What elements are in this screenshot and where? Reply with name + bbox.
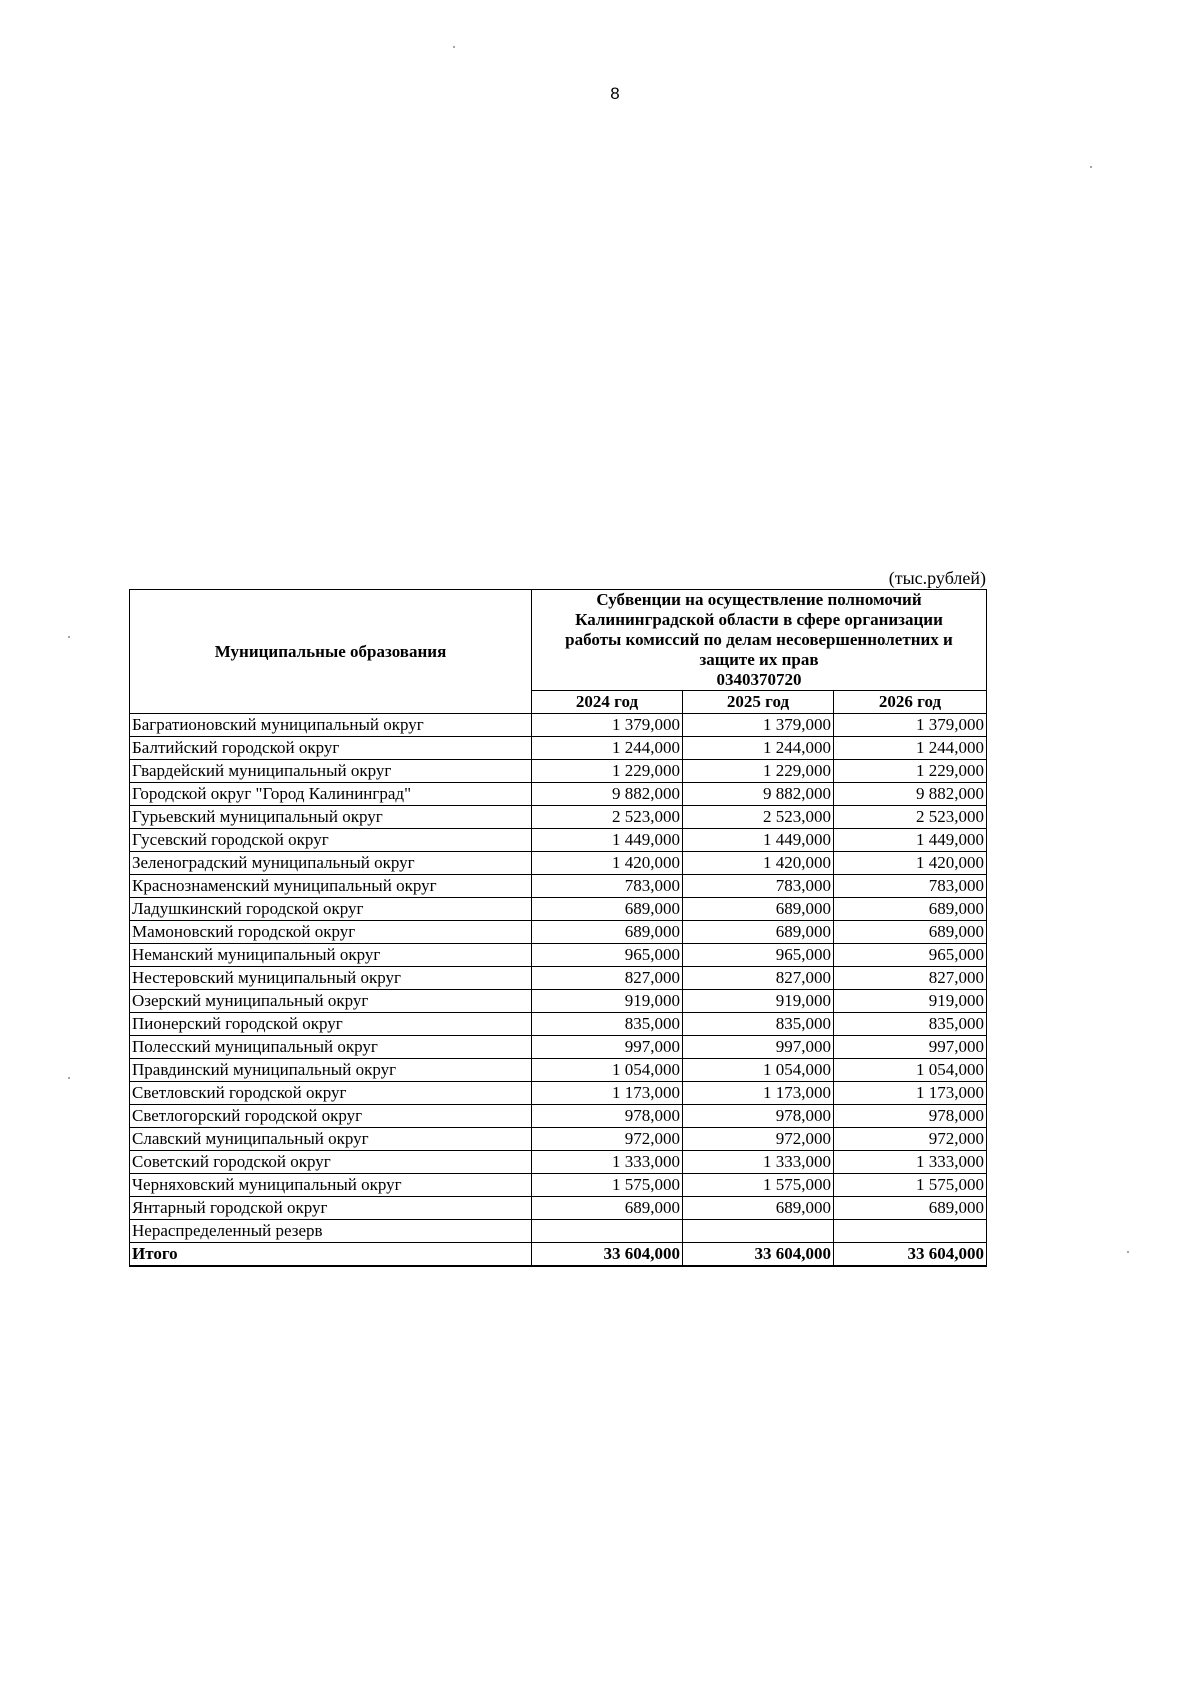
amount-cell-2024: 1 229,000 bbox=[532, 760, 683, 783]
scan-speck bbox=[68, 1077, 70, 1079]
table-row bbox=[130, 1151, 987, 1174]
amount-cell-2026: 965,000 bbox=[834, 944, 987, 967]
amount-cell-2024: 827,000 bbox=[532, 967, 683, 990]
amount-cell-2024: 9 882,000 bbox=[532, 783, 683, 806]
amount-cell-2025: 1 420,000 bbox=[683, 852, 834, 875]
municipality-cell: Янтарный городской округ bbox=[130, 1197, 532, 1220]
municipality-cell: Нестеровский муниципальный округ bbox=[130, 967, 532, 990]
amount-cell-2026: 827,000 bbox=[834, 967, 987, 990]
header-code: 0340370720 bbox=[716, 670, 802, 689]
table-row bbox=[130, 783, 987, 806]
municipality-cell: Правдинский муниципальный округ bbox=[130, 1059, 532, 1082]
municipality-cell: Неманский муниципальный округ bbox=[130, 944, 532, 967]
municipality-cell: Зеленоградский муниципальный округ bbox=[130, 852, 532, 875]
amount-cell-2026: 689,000 bbox=[834, 1197, 987, 1220]
amount-cell-2026: 835,000 bbox=[834, 1013, 987, 1036]
amount-cell-2025: 689,000 bbox=[683, 898, 834, 921]
amount-cell-2026: 1 333,000 bbox=[834, 1151, 987, 1174]
amount-cell-2025: 835,000 bbox=[683, 1013, 834, 1036]
municipality-cell: Нераспределенный резерв bbox=[130, 1220, 532, 1243]
header-line: работы комиссий по делам несовершеннолетних и bbox=[565, 630, 953, 649]
table-row bbox=[130, 1128, 987, 1151]
amount-cell-2026: 997,000 bbox=[834, 1036, 987, 1059]
table-row bbox=[130, 760, 987, 783]
year-2024-header: 2024 год bbox=[532, 691, 683, 714]
amount-cell-2025: 1 244,000 bbox=[683, 737, 834, 760]
scan-speck bbox=[453, 46, 455, 48]
municipality-cell: Светлогорский городской округ bbox=[130, 1105, 532, 1128]
header-municipalities: Муниципальные образования bbox=[130, 590, 532, 714]
amount-cell-2025: 1 173,000 bbox=[683, 1082, 834, 1105]
municipality-cell: Итого bbox=[130, 1243, 532, 1267]
table-row bbox=[130, 1174, 987, 1197]
amount-cell-2026: 1 379,000 bbox=[834, 714, 987, 737]
amount-cell-2025: 1 379,000 bbox=[683, 714, 834, 737]
table-row bbox=[130, 875, 987, 898]
header-subvention-title bbox=[532, 590, 987, 691]
municipality-cell: Гусевский городской округ bbox=[130, 829, 532, 852]
header-line: Субвенции на осуществление полномочий bbox=[596, 590, 922, 609]
amount-cell-2025: 1 575,000 bbox=[683, 1174, 834, 1197]
table-row bbox=[130, 967, 987, 990]
amount-cell-2026: 1 173,000 bbox=[834, 1082, 987, 1105]
amount-cell-2024: 2 523,000 bbox=[532, 806, 683, 829]
table-row bbox=[130, 1059, 987, 1082]
amount-cell-2024: 978,000 bbox=[532, 1105, 683, 1128]
table-row bbox=[130, 829, 987, 852]
amount-cell-2025: 972,000 bbox=[683, 1128, 834, 1151]
amount-cell-2024: 1 244,000 bbox=[532, 737, 683, 760]
municipality-cell: Советский городской округ bbox=[130, 1151, 532, 1174]
table-row bbox=[130, 737, 987, 760]
municipality-cell: Городской округ "Город Калининград" bbox=[130, 783, 532, 806]
year-2026-header: 2026 год bbox=[834, 691, 987, 714]
amount-cell-2024: 689,000 bbox=[532, 898, 683, 921]
table-row bbox=[130, 806, 987, 829]
amount-cell-2026: 2 523,000 bbox=[834, 806, 987, 829]
scan-speck bbox=[68, 636, 70, 638]
amount-cell-2025: 997,000 bbox=[683, 1036, 834, 1059]
amount-cell-2025: 827,000 bbox=[683, 967, 834, 990]
subventions-table bbox=[129, 589, 987, 1267]
amount-cell-2025: 9 882,000 bbox=[683, 783, 834, 806]
table-row bbox=[130, 921, 987, 944]
amount-cell-2026: 978,000 bbox=[834, 1105, 987, 1128]
amount-cell-2024: 1 333,000 bbox=[532, 1151, 683, 1174]
municipality-cell: Славский муниципальный округ bbox=[130, 1128, 532, 1151]
amount-cell-2026: 783,000 bbox=[834, 875, 987, 898]
amount-cell-2024: 689,000 bbox=[532, 1197, 683, 1220]
amount-cell-2026: 1 575,000 bbox=[834, 1174, 987, 1197]
table-row bbox=[130, 1082, 987, 1105]
table-row bbox=[130, 714, 987, 737]
amount-cell-2026 bbox=[834, 1220, 987, 1243]
amount-cell-2024: 1 449,000 bbox=[532, 829, 683, 852]
municipality-cell: Пионерский городской округ bbox=[130, 1013, 532, 1036]
amount-cell-2026: 1 244,000 bbox=[834, 737, 987, 760]
amount-cell-2026: 972,000 bbox=[834, 1128, 987, 1151]
amount-cell-2025: 783,000 bbox=[683, 875, 834, 898]
amount-cell-2024: 1 054,000 bbox=[532, 1059, 683, 1082]
amount-cell-2026: 1 449,000 bbox=[834, 829, 987, 852]
amount-cell-2025: 965,000 bbox=[683, 944, 834, 967]
scan-speck bbox=[1127, 1251, 1129, 1253]
amount-cell-2026: 9 882,000 bbox=[834, 783, 987, 806]
amount-cell-2024: 965,000 bbox=[532, 944, 683, 967]
amount-cell-2024: 1 379,000 bbox=[532, 714, 683, 737]
municipality-cell: Багратионовский муниципальный округ bbox=[130, 714, 532, 737]
amount-cell-2024: 1 420,000 bbox=[532, 852, 683, 875]
amount-cell-2026: 689,000 bbox=[834, 898, 987, 921]
amount-cell-2024 bbox=[532, 1220, 683, 1243]
amount-cell-2025: 1 333,000 bbox=[683, 1151, 834, 1174]
amount-cell-2025: 689,000 bbox=[683, 921, 834, 944]
table-row bbox=[130, 1220, 987, 1243]
amount-cell-2024: 689,000 bbox=[532, 921, 683, 944]
amount-cell-2024: 1 575,000 bbox=[532, 1174, 683, 1197]
table-row bbox=[130, 852, 987, 875]
amount-cell-2026: 689,000 bbox=[834, 921, 987, 944]
municipality-cell: Черняховский муниципальный округ bbox=[130, 1174, 532, 1197]
municipality-cell: Озерский муниципальный округ bbox=[130, 990, 532, 1013]
table-body bbox=[130, 714, 987, 1267]
municipality-cell: Мамоновский городской округ bbox=[130, 921, 532, 944]
municipality-cell: Ладушкинский городской округ bbox=[130, 898, 532, 921]
year-2025-header: 2025 год bbox=[683, 691, 834, 714]
header-line: Калининградской области в сфере организации bbox=[575, 610, 943, 629]
table-row bbox=[130, 1105, 987, 1128]
units-label: (тыс.рублей) bbox=[888, 568, 986, 588]
amount-cell-2025: 919,000 bbox=[683, 990, 834, 1013]
amount-cell-2026: 1 420,000 bbox=[834, 852, 987, 875]
amount-cell-2026: 1 229,000 bbox=[834, 760, 987, 783]
amount-cell-2024: 835,000 bbox=[532, 1013, 683, 1036]
total-row bbox=[130, 1243, 987, 1267]
municipality-cell: Гурьевский муниципальный округ bbox=[130, 806, 532, 829]
municipality-cell: Гвардейский муниципальный округ bbox=[130, 760, 532, 783]
amount-cell-2025 bbox=[683, 1220, 834, 1243]
header-line: защите их прав bbox=[699, 650, 819, 669]
table-row bbox=[130, 944, 987, 967]
amount-cell-2024: 997,000 bbox=[532, 1036, 683, 1059]
municipality-cell: Светловский городской округ bbox=[130, 1082, 532, 1105]
amount-cell-2025: 33 604,000 bbox=[683, 1243, 834, 1267]
amount-cell-2024: 33 604,000 bbox=[532, 1243, 683, 1267]
amount-cell-2025: 978,000 bbox=[683, 1105, 834, 1128]
amount-cell-2025: 1 449,000 bbox=[683, 829, 834, 852]
amount-cell-2024: 1 173,000 bbox=[532, 1082, 683, 1105]
table-row bbox=[130, 1013, 987, 1036]
page-number: 8 bbox=[610, 84, 620, 103]
scan-speck bbox=[1090, 166, 1092, 168]
municipality-cell: Балтийский городской округ bbox=[130, 737, 532, 760]
amount-cell-2026: 1 054,000 bbox=[834, 1059, 987, 1082]
amount-cell-2026: 919,000 bbox=[834, 990, 987, 1013]
amount-cell-2026: 33 604,000 bbox=[834, 1243, 987, 1267]
municipality-cell: Краснознаменский муниципальный округ bbox=[130, 875, 532, 898]
amount-cell-2024: 919,000 bbox=[532, 990, 683, 1013]
amount-cell-2024: 783,000 bbox=[532, 875, 683, 898]
table-row bbox=[130, 898, 987, 921]
municipality-cell: Полесский муниципальный округ bbox=[130, 1036, 532, 1059]
amount-cell-2025: 1 229,000 bbox=[683, 760, 834, 783]
amount-cell-2025: 1 054,000 bbox=[683, 1059, 834, 1082]
table-row bbox=[130, 990, 987, 1013]
amount-cell-2025: 2 523,000 bbox=[683, 806, 834, 829]
table-row bbox=[130, 1036, 987, 1059]
table-row bbox=[130, 1197, 987, 1220]
amount-cell-2025: 689,000 bbox=[683, 1197, 834, 1220]
amount-cell-2024: 972,000 bbox=[532, 1128, 683, 1151]
